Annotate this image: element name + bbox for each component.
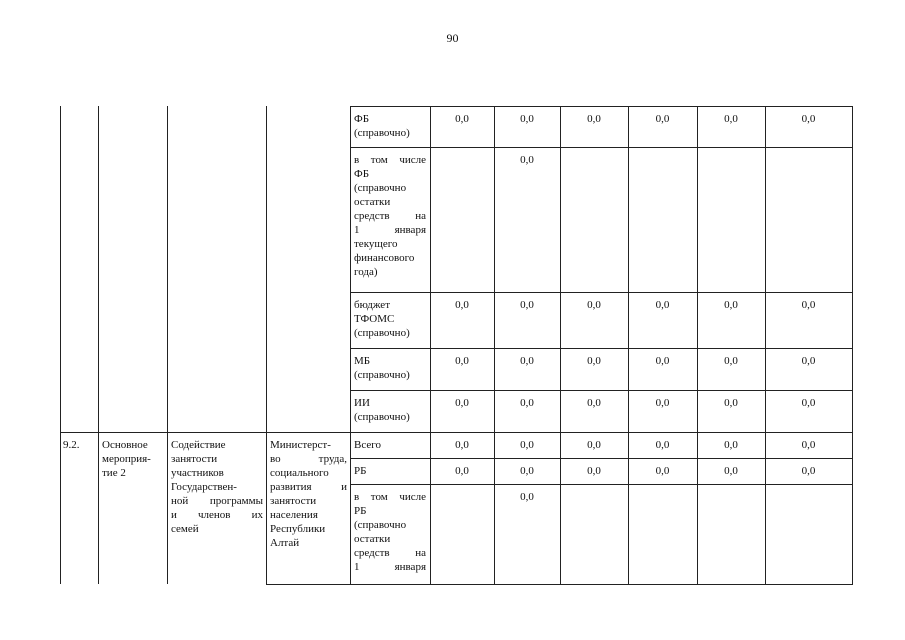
- activity-executor-line: занятости: [270, 495, 317, 507]
- source-cell-line: ФБ: [354, 113, 370, 125]
- source-cell-line: МБ: [354, 355, 371, 367]
- activity-name-line: Содействие: [171, 439, 226, 451]
- column-border: [167, 106, 168, 584]
- source-cell-line: текущего: [354, 238, 398, 250]
- lower-row-value: 0,0: [455, 439, 469, 451]
- lower-row-value: 0,0: [724, 439, 738, 451]
- column-border: [430, 106, 431, 584]
- source-cell-line: остатки: [354, 533, 391, 545]
- upper-row-value: 0,0: [801, 355, 816, 367]
- activity-name-line: занятости: [171, 453, 218, 465]
- source-cell-line: (справочно): [354, 127, 410, 139]
- source-cell-line: 1 января: [354, 224, 426, 236]
- source-cell-line: в том числе: [354, 491, 426, 503]
- source-cell-line: 1 января: [354, 561, 426, 573]
- lower-row-value: 0,0: [801, 465, 816, 477]
- row-border: [266, 584, 853, 585]
- activity-number: [63, 438, 97, 452]
- lower-row-value: 0,0: [801, 439, 816, 451]
- activity-executor-line: социального: [270, 467, 329, 479]
- activity-name-line: участников: [171, 467, 224, 479]
- activity-name-line: ной программы: [171, 495, 263, 507]
- source-cell-line: остатки: [354, 196, 391, 208]
- lower-row-value: 0,0: [520, 465, 534, 477]
- source-cell-line: (справочно): [354, 327, 410, 339]
- row-border: [350, 292, 853, 293]
- source-cell-line: РБ: [354, 505, 367, 517]
- activity-name-line: Государствен-: [171, 481, 237, 493]
- upper-row-value: 0,0: [724, 397, 738, 409]
- source-cell-line: средств на: [354, 210, 426, 222]
- row-border: [60, 432, 853, 433]
- source-cell-line: (справочно: [354, 182, 407, 194]
- source-cell: [354, 438, 426, 452]
- upper-row-value: 0,0: [455, 397, 469, 409]
- activity-executor-line: развития и: [270, 481, 347, 493]
- activity-name-line: семей: [171, 523, 199, 535]
- upper-row-value: 0,0: [520, 397, 534, 409]
- activity-executor-line: во труда,: [270, 453, 347, 465]
- upper-row-value: 0,0: [655, 299, 670, 311]
- column-border: [266, 106, 267, 584]
- row-border: [350, 348, 853, 349]
- source-cell-line: финансового: [354, 252, 415, 264]
- row-border: [350, 458, 853, 459]
- column-border: [350, 106, 351, 584]
- upper-row-value: 0,0: [801, 113, 816, 125]
- source-cell-line: (справочно): [354, 411, 410, 423]
- source-cell: [354, 396, 426, 424]
- column-border: [697, 106, 698, 584]
- lower-row-value: 0,0: [587, 465, 601, 477]
- activity-type-line: Основное: [102, 439, 148, 451]
- row-border: [350, 484, 853, 485]
- column-border: [494, 106, 495, 584]
- column-border: [852, 106, 853, 584]
- upper-row-value: 0,0: [520, 113, 534, 125]
- column-border: [560, 106, 561, 584]
- row-border: [350, 147, 853, 148]
- page-number: 90: [446, 31, 459, 45]
- activity-number-line: 9.2.: [63, 439, 80, 451]
- source-cell: [354, 464, 426, 478]
- upper-row-value: 0,0: [587, 397, 601, 409]
- upper-row-value: 0,0: [455, 299, 469, 311]
- source-cell: [354, 298, 426, 340]
- source-cell-line: бюджет: [354, 299, 390, 311]
- upper-row-value: 0,0: [801, 397, 816, 409]
- activity-executor-line: Алтай: [270, 537, 300, 549]
- column-border: [628, 106, 629, 584]
- upper-row-value: 0,0: [655, 397, 670, 409]
- lower-row-value: 0,0: [724, 465, 738, 477]
- lower-row-value: 0,0: [655, 439, 670, 451]
- lower-row-value: 0,0: [455, 465, 469, 477]
- column-border: [765, 106, 766, 584]
- upper-row-value: 0,0: [655, 355, 670, 367]
- lower-row-value: 0,0: [655, 465, 670, 477]
- activity-name-line: и членов их: [171, 509, 263, 521]
- activity-type-line: тие 2: [102, 467, 126, 479]
- source-cell: [354, 112, 426, 140]
- upper-row-value: 0,0: [801, 299, 816, 311]
- activity-executor-line: населения: [270, 509, 318, 521]
- source-cell-line: в том числе: [354, 154, 426, 166]
- upper-row-value: 0,0: [724, 355, 738, 367]
- source-cell-line: средств на: [354, 547, 426, 559]
- upper-row-value: 0,0: [587, 299, 601, 311]
- upper-row-value: 0,0: [724, 299, 738, 311]
- upper-row-value: 0,0: [455, 113, 469, 125]
- source-cell: [354, 490, 426, 574]
- lower-row-value: 0,0: [520, 439, 534, 451]
- activity-type: [102, 438, 164, 480]
- source-cell-line: ТФОМС: [354, 313, 395, 325]
- lower-row-value: 0,0: [520, 491, 534, 503]
- source-cell-line: РБ: [354, 465, 367, 477]
- source-cell-line: ФБ: [354, 168, 370, 180]
- activity-executor-line: Республики: [270, 523, 326, 535]
- source-cell: [354, 153, 426, 279]
- activity-type-line: мероприя-: [102, 453, 151, 465]
- source-cell-line: (справочно: [354, 519, 407, 531]
- upper-row-value: 0,0: [520, 154, 534, 166]
- source-cell-line: Всего: [354, 439, 381, 451]
- column-border: [98, 106, 99, 584]
- activity-executor-line: Министерст-: [270, 439, 331, 451]
- lower-row-value: 0,0: [587, 439, 601, 451]
- upper-row-value: 0,0: [655, 113, 670, 125]
- activity-name: [171, 438, 263, 536]
- source-cell-line: года): [354, 266, 378, 278]
- source-cell-line: ИИ: [354, 397, 370, 409]
- upper-row-value: 0,0: [587, 113, 601, 125]
- source-cell-line: (справочно): [354, 369, 410, 381]
- upper-row-value: 0,0: [520, 355, 534, 367]
- row-border: [350, 106, 853, 107]
- upper-row-value: 0,0: [587, 355, 601, 367]
- row-border: [350, 390, 853, 391]
- upper-row-value: 0,0: [455, 355, 469, 367]
- source-cell: [354, 354, 426, 382]
- column-border: [60, 106, 61, 584]
- upper-row-value: 0,0: [724, 113, 738, 125]
- upper-row-value: 0,0: [520, 299, 534, 311]
- activity-executor: [270, 438, 347, 550]
